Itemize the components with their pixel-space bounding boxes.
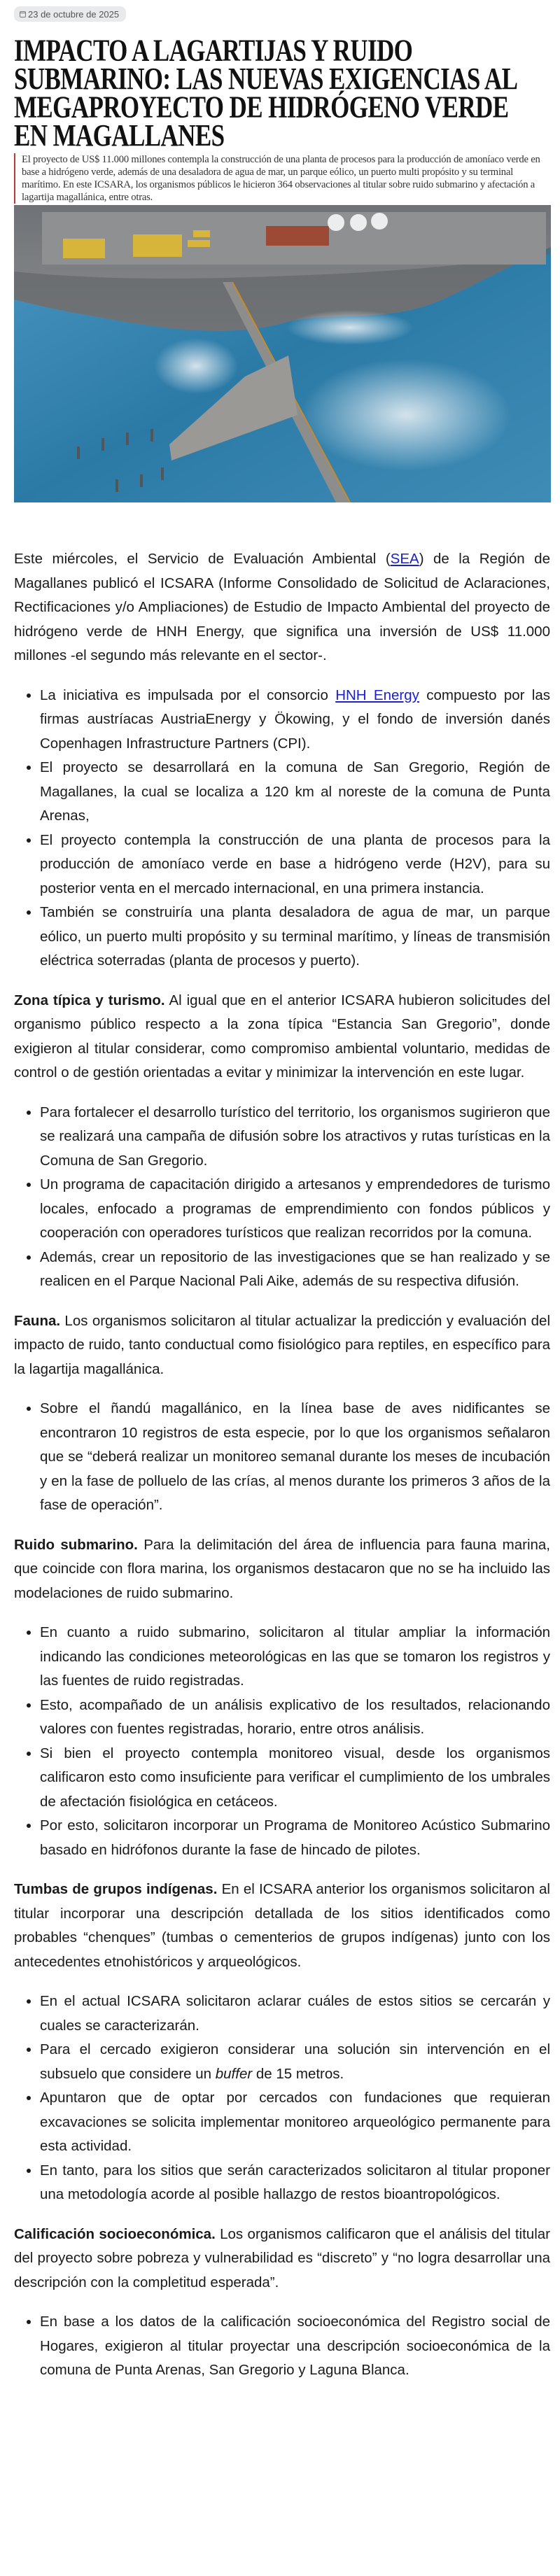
calificacion-list (14, 2310, 550, 2383)
section-lead: Fauna. (14, 1312, 61, 1329)
ruido-paragraph (14, 1533, 550, 1606)
section-lead: Tumbas de grupos indígenas. (14, 1881, 218, 1897)
section-lead: Ruido submarino. (14, 1536, 138, 1553)
fauna-list (14, 1397, 550, 1518)
list-item: • En cuanto a ruido submarino, solicitaron al titular ampliar la información indicando las condiciones meteorológicas en las que se tomaron los registros y las fuentes de ruido registradas. (40, 1621, 550, 1694)
text: de 15 metros. (252, 2065, 344, 2082)
emphasis: buffer (215, 2065, 253, 2082)
list-item: • En el actual ICSARA solicitaron aclarar cuáles de estos sitios se cercarán y cuales se caracterizarán. (40, 1990, 550, 2038)
list-item: • También se construiría una planta desaladora de agua de mar, un parque eólico, un puerto multi propósito y su terminal marítimo, y líneas de transmisión eléctrica soterradas (planta de procesos y puerto). (40, 901, 550, 973)
section-lead: Calificación socioeconómica. (14, 2225, 216, 2242)
date-badge (14, 6, 126, 22)
publish-date: 23 de octubre de 2025 (28, 8, 120, 20)
list-item: • Por esto, solicitaron incorporar un Programa de Monitoreo Acústico Submarino basado en hidrófonos durante la fase de hincado de pilotes. (40, 1814, 550, 1862)
list-item: • Apuntaron que de optar por cercados con fundaciones que requieran excavaciones se solicita implementar monitoreo arqueológico permanente para esta actividad. (40, 2086, 550, 2159)
text: Para el cercado exigieron considerar una solución sin intervención en el subsuelo que considere un (40, 2041, 550, 2082)
list-item: • Para fortalecer el desarrollo turístico del territorio, los organismos sugirieron que se realizará una campaña de difusión sobre los atractivos y rutas turísticas en la Comuna de San Gregorio. (40, 1101, 550, 1174)
sea-link[interactable]: SEA (390, 551, 419, 567)
text: Los organismos solicitaron al titular actualizar la predicción y evaluación del impacto de ruido, tanto conductual como fisiológico para reptiles, en específico para la lagartija magallánica. (14, 1312, 550, 1377)
intro-paragraph (14, 547, 550, 668)
text: Al igual que en el anterior ICSARA hubieron solicitudes del organismo público respecto a la zona típica “Estancia San Gregorio”, donde exigieron al titular considerar, como compromiso ambiental voluntario, medidas de control o de gestión orientadas a evitar y minimizar la intervención en este lugar. (14, 992, 550, 1081)
calificacion-paragraph (14, 2223, 550, 2295)
list-item: • El proyecto se desarrollará en la comuna de San Gregorio, Región de Magallanes, la cual se localiza a 120 km al noreste de la comuna de Punta Arenas, (40, 756, 550, 829)
article-lead: El proyecto de US$ 11.000 millones contempla la construcción de una planta de procesos para la producción de amoníaco verde en base a hidrógeno verde, además de una desaladora de agua de mar, un parque eólico, un puerto multi propósito y su terminal marítimo. En este ICSARA, los organismos públicos le hicieron 364 observaciones al titular sobre ruido submarino y afectación a lagartija magallánica, entre otras. (14, 153, 551, 204)
tumbas-paragraph (14, 1878, 550, 1974)
article-body (14, 547, 550, 2398)
list-item (40, 2038, 550, 2086)
calendar-icon (20, 11, 26, 17)
hero-image (14, 205, 551, 502)
hnh-energy-link[interactable]: HNH Energy (335, 687, 419, 703)
zona-list (14, 1101, 550, 1294)
list-item: • Esto, acompañado de un análisis explicativo de los resultados, relacionando valores con fuentes registradas, horario, entre otros análisis. (40, 1694, 550, 1742)
list-item: • Un programa de capacitación dirigido a artesanos y emprendedores de turismo locales, enfocado a programas de emprendimiento con fondos públicos y cooperación con operadores turísticos que realizan recorridos por la comuna. (40, 1173, 550, 1246)
text: Este miércoles, el Servicio de Evaluación Ambiental ( (14, 551, 391, 567)
port-rendering-image (14, 205, 551, 502)
intro-list (14, 684, 550, 973)
text: ) de la Región de Magallanes publicó el ICSARA (Informe Consolidado de Solicitud de Aclaraciones, Rectificaciones y/o Ampliaciones) de Estudio de Impacto Ambiental del proyecto de hidrógeno verde de HNH Energy, que significa una inversión de US$ 11.000 millones -el segundo más relevante en el sector-. (14, 551, 550, 663)
ruido-list (14, 1621, 550, 1862)
list-item: • El proyecto contempla la construcción de una planta de procesos para la producción de amoníaco verde en base a hidrógeno verde (H2V), para su posterior venta en el mercado internacional, en una primera instancia. (40, 829, 550, 901)
list-item: • Si bien el proyecto contempla monitoreo visual, desde los organismos calificaron esto como insuficiente para verificar el cumplimiento de los umbrales de afectación fisiológica en cetáceos. (40, 1742, 550, 1815)
text: Para la delimitación del área de influencia para fauna marina, que coincide con flora marina, los organismos destacaron que no se ha incluido las modelaciones de ruido submarino. (14, 1536, 551, 1601)
text: En el ICSARA anterior los organismos solicitaron al titular incorporar una descripción detallada de los sitios identificados como probables “chenques” (tumbas o cementerios de grupos indígenas) junto con los antecedentes etnohistóricos y arqueológicos. (14, 1881, 550, 1970)
section-lead: Zona típica y turismo. (14, 992, 165, 1008)
list-item (40, 684, 550, 756)
text: compuesto por las firmas austríacas AustriaEnergy y Ökowing, y el fondo de inversión danés Copenhagen Infrastructure Partners (CPI). (40, 687, 551, 752)
text: La iniciativa es impulsada por el consorcio (40, 687, 336, 703)
list-item: • En tanto, para los sitios que serán caracterizados solicitaron al titular proponer una metodología acorde al posible hallazgo de restos bioantropológicos. (40, 2159, 550, 2207)
list-item: • Sobre el ñandú magallánico, en la línea base de aves nidificantes se encontraron 10 registros de esta especie, por lo que los organismos señalaron que se “deberá realizar un monitoreo semanal durante los meses de incubación y en la fase de polluelo de las crías, al menos durante los primeros 3 años de la fase de operación”. (40, 1397, 550, 1518)
tumbas-list (14, 1990, 550, 2207)
list-item: • En base a los datos de la calificación socioeconómica del Registro social de Hogares, exigieron al titular proyectar una descripción socioeconómica de la comuna de Punta Arenas, San Gregorio y Laguna Blanca. (40, 2310, 550, 2383)
headline-container (14, 32, 546, 153)
list-item: • Además, crear un repositorio de las investigaciones que se han realizado y se realicen en el Parque Nacional Pali Aike, además de su respectiva difusión. (40, 1246, 550, 1294)
fauna-paragraph (14, 1309, 550, 1382)
zona-paragraph (14, 989, 550, 1085)
text: Los organismos calificaron que el análisis del titular del proyecto sobre pobreza y vulnerabilidad es “discreto” y “no logra desarrollar una descripción con la completitud esperada”. (14, 2225, 550, 2290)
page-title: IMPACTO A LAGARTIJAS Y RUIDO SUBMARINO: LAS NUEVAS EXIGENCIAS AL MEGAPROYECTO DE HIDRÓGENO VERDE EN MAGALLANES (14, 32, 517, 153)
